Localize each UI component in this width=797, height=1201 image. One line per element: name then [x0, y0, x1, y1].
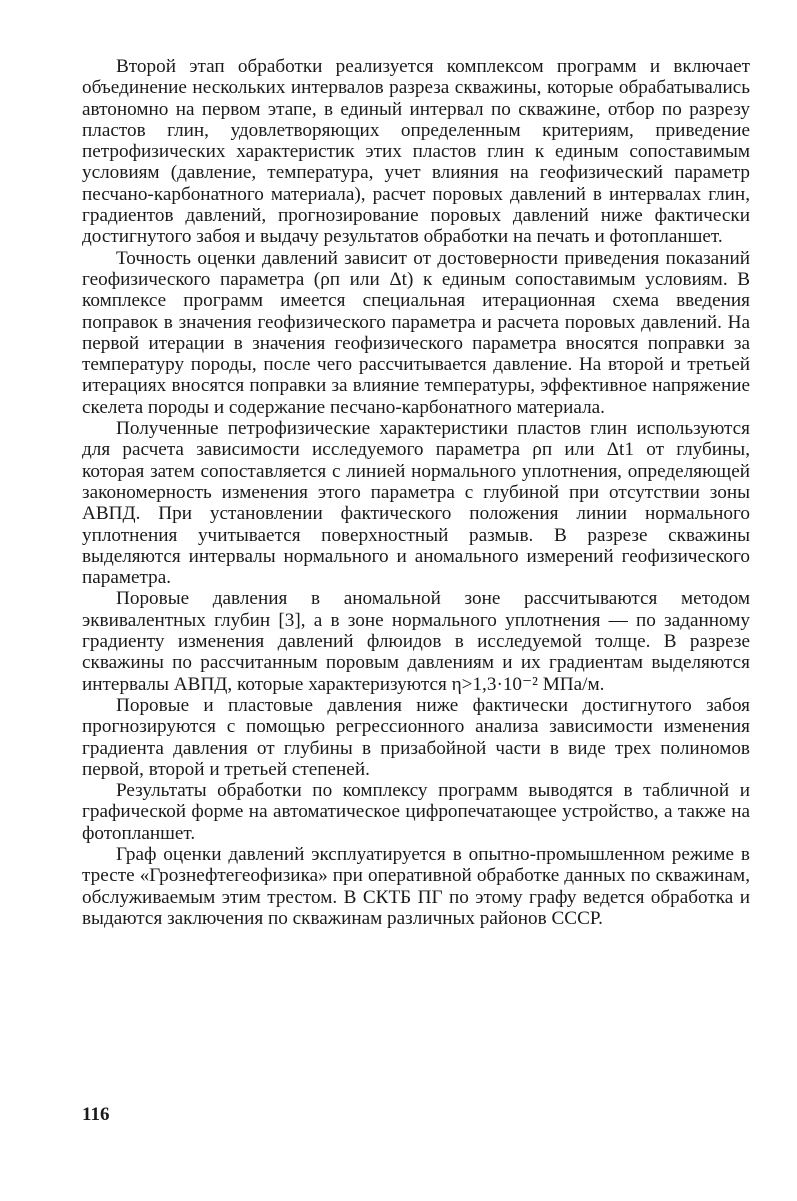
paragraph-3: Полученные петрофизические характеристики пластов глин используются для расчета зависимости исследуемого параметра ρп или Δt1 от глубины, которая затем сопоставляется с линией нормального уплотнения, определяющей закономерность изменения этого параметра с глубиной при отсутствии зоны АВПД. При установлении фактического положения линии нормального уплотнения учитывается поверхностный размыв. В разрезе скважины выделяются интервалы нормального и аномального измерений геофизического параметра.: [82, 418, 750, 589]
paragraph-5: Поровые и пластовые давления ниже фактически достигнутого забоя прогнозируются с помощью регрессионного анализа зависимости изменения градиента давления от глубины в призабойной части в виде трех полиномов первой, второй и третьей степеней.: [82, 694, 750, 780]
page-body: [82, 56, 750, 929]
paragraph-4: Поровые давления в аномальной зоне рассчитываются методом эквивалентных глубин [3], а в зоне нормального уплотнения — по заданному градиенту изменения давлений флюидов в исследуемой толще. В разрезе скважины по рассчитанным поровым давлениям и их градиентам выделяются интервалы АВПД, которые характеризуются η>1,3·10⁻² МПа/м.: [82, 588, 750, 695]
paragraph-2: Точность оценки давлений зависит от достоверности приведения показаний геофизического параметра (ρп или Δt) к единым сопоставимым условиям. В комплексе программ имеется специальная итерационная схема введения поправок в значения геофизического параметра и расчета поровых давлений. На первой итерации в значения геофизического параметра вносятся поправки за температуру породы, после чего рассчитывается давление. На второй и третьей итерациях вносятся поправки за влияние температуры, эффективное напряжение скелета породы и содержание песчано-карбонатного материала.: [82, 247, 750, 418]
paragraph-7: Граф оценки давлений эксплуатируется в опытно-промышленном режиме в тресте «Грознефтегеофизика» при оперативной обработке данных по скважинам, обслуживаемым этим трестом. В СКТБ ПГ по этому графу ведется обработка и выдаются заключения по скважинам различных районов СССР.: [82, 843, 750, 929]
paragraph-1: Второй этап обработки реализуется комплексом программ и включает объединение нескольких интервалов разреза скважины, которые обрабатывались автономно на первом этапе, в единый интервал по скважине, отбор по разрезу пластов глин, удовлетворяющих определенным критериям, приведение петрофизических характеристик этих пластов глин к единым сопоставимым условиям (давление, температура, учет влияния на геофизический параметр песчано-карбонатного материала), расчет поровых давлений в интервалах глин, градиентов давлений, прогнозирование поровых давлений ниже фактически достигнутого забоя и выдачу результатов обработки на печать и фотопланшет.: [82, 56, 750, 248]
page-number: 116: [82, 1104, 110, 1125]
paragraph-6: Результаты обработки по комплексу программ выводятся в табличной и графической форме на автоматическое цифропечатающее устройство, а также на фотопланшет.: [82, 780, 750, 844]
